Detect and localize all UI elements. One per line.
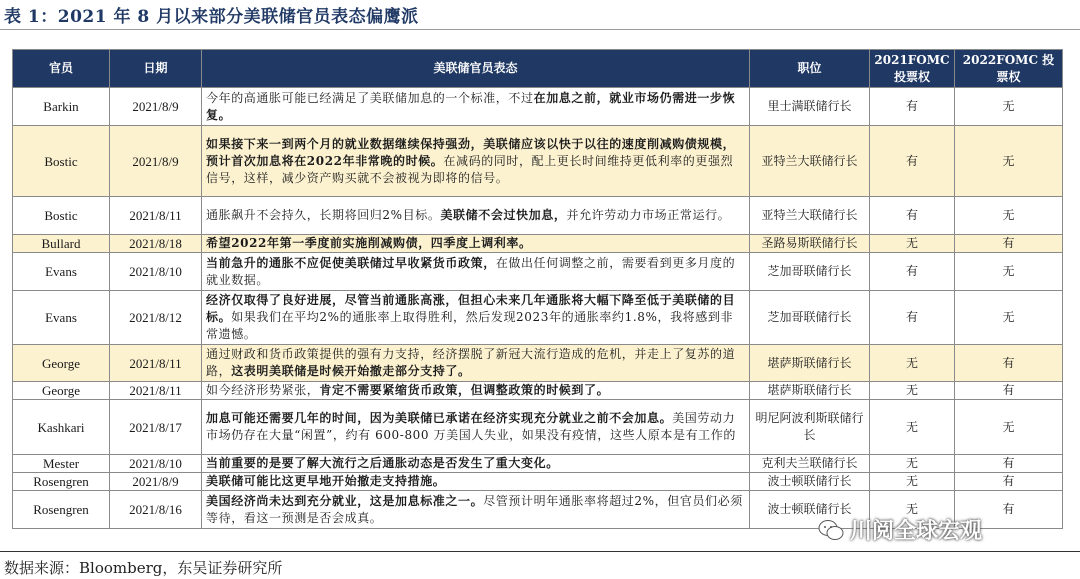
vote-2021-cell: 有	[870, 253, 955, 291]
statement-cell	[202, 88, 750, 126]
statement-cell	[202, 382, 750, 400]
statement-cell	[202, 473, 750, 491]
vote-2021-cell: 有	[870, 126, 955, 197]
statement-cell	[202, 455, 750, 473]
vote-2021-cell: 有	[870, 88, 955, 126]
vote-2022-cell: 无	[955, 400, 1063, 455]
statement-text: 美国劳动力市场仍存在大量“闲置”，约有 600-800 万美国人失业，如果没有疫情，这些人原本是有工作的	[206, 411, 736, 442]
vote-2021-cell: 有	[870, 291, 955, 345]
statement-emphasis: 希望2022年第一季度前实施削减购债，四季度上调利率。	[206, 236, 532, 250]
statement-cell	[202, 126, 750, 197]
official-cell: Bostic	[13, 197, 110, 235]
vote-2022-cell: 无	[955, 253, 1063, 291]
vote-2022-cell: 有	[955, 491, 1063, 529]
date-cell: 2021/8/9	[110, 88, 202, 126]
official-cell: Bullard	[13, 235, 110, 253]
position-cell: 克利夫兰联储行长	[750, 455, 870, 473]
watermark	[818, 514, 982, 545]
official-cell: Mester	[13, 455, 110, 473]
table-row	[13, 88, 1063, 126]
statement-emphasis: 美联储可能比这更早地开始撤走支持措施。	[206, 474, 446, 488]
official-cell: Evans	[13, 291, 110, 345]
vote-2021-cell: 无	[870, 400, 955, 455]
table-row	[13, 291, 1063, 345]
statement-text: 如果我们在平均2%的通胀率上取得胜利，然后发现2023年的通胀率约1.8%，我将感到非常遗憾。	[206, 310, 734, 341]
position-cell: 堪萨斯联储行长	[750, 382, 870, 400]
position-cell: 芝加哥联储行长	[750, 291, 870, 345]
position-cell: 亚特兰大联储行长	[750, 126, 870, 197]
statement-emphasis: 肯定不需要紧缩货币政策，但调整政策的时候到了。	[319, 383, 610, 397]
title-divider	[0, 29, 1080, 30]
vote-2022-cell: 有	[955, 382, 1063, 400]
table-row	[13, 382, 1063, 400]
table-body	[13, 88, 1063, 529]
vote-2022-cell: 无	[955, 126, 1063, 197]
table-row	[13, 235, 1063, 253]
position-cell: 里士满联储行长	[750, 88, 870, 126]
official-cell: Rosengren	[13, 473, 110, 491]
statement-emphasis: 如果接下来一到两个月的就业数据继续保持强劲，美联储应该以快于以往的速度削减购债规模，预计首次加息将在2022年非常晚的时候。	[206, 136, 736, 168]
table-title: 表 1：2021 年 8 月以来部分美联储官员表态偏鹰派	[4, 7, 419, 27]
table-row	[13, 455, 1063, 473]
statement-emphasis: 经济仅取得了良好进展，尽管当前通胀高涨，但担心未来几年通胀将大幅下降至低于美联储的目标。	[206, 293, 736, 324]
statement-text: 今年的高通胀可能已经满足了美联储加息的一个标准，不过	[206, 90, 534, 105]
vote-2022-cell: 无	[955, 197, 1063, 235]
official-cell: George	[13, 382, 110, 400]
official-cell: Evans	[13, 253, 110, 291]
statement-emphasis: 这表明美联储是时候开始撤走部分支持了。	[231, 364, 471, 378]
date-cell: 2021/8/10	[110, 253, 202, 291]
header-vote-2022: 2022FOMC 投票权	[955, 50, 1063, 88]
table-row	[13, 197, 1063, 235]
statement-text: 尽管预计明年通胀率将超过2%，但官员们必须等待，看这一预测是否会成真。	[206, 493, 743, 525]
table-row	[13, 253, 1063, 291]
header-official: 官员	[13, 50, 110, 88]
statement-text: 通胀飙升不会持久，长期将回归2%目标。	[206, 208, 441, 222]
vote-2022-cell: 有	[955, 473, 1063, 491]
wechat-icon	[818, 519, 844, 541]
statement-text: 并允许劳动力市场正常运行。	[566, 208, 731, 222]
date-cell: 2021/8/16	[110, 491, 202, 529]
statement-emphasis: 美国经济尚未达到充分就业，这是加息标准之一。	[206, 493, 484, 508]
position-cell: 亚特兰大联储行长	[750, 197, 870, 235]
statement-cell	[202, 345, 750, 382]
statement-cell	[202, 491, 750, 529]
table-row	[13, 400, 1063, 455]
statement-emphasis: 在加息之前，就业市场仍需进一步恢复。	[206, 90, 736, 122]
vote-2021-cell: 无	[870, 382, 955, 400]
vote-2021-cell: 无	[870, 491, 955, 529]
statement-emphasis: 当前重要的是要了解大流行之后通胀动态是否发生了重大变化。	[206, 456, 559, 470]
header-row	[13, 50, 1063, 88]
date-cell: 2021/8/18	[110, 235, 202, 253]
vote-2022-cell: 有	[955, 235, 1063, 253]
official-cell: Kashkari	[13, 400, 110, 455]
vote-2021-cell: 无	[870, 473, 955, 491]
watermark-text: 川阅全球宏观	[850, 519, 983, 544]
statement-cell	[202, 197, 750, 235]
statement-cell	[202, 253, 750, 291]
statement-cell	[202, 400, 750, 455]
date-cell: 2021/8/11	[110, 345, 202, 382]
header-vote-2021: 2021FOMC 投票权	[870, 50, 955, 88]
official-cell: Rosengren	[13, 491, 110, 529]
statement-text: 在减码的同时，配上更长时间维持更低利率的更强烈信号，这样，减少资产购买就不会被视为即将的信号。	[206, 153, 734, 185]
vote-2022-cell: 无	[955, 88, 1063, 126]
position-cell: 明尼阿波利斯联储行长	[750, 400, 870, 455]
vote-2021-cell: 无	[870, 455, 955, 473]
statement-cell	[202, 235, 750, 253]
date-cell: 2021/8/17	[110, 400, 202, 455]
vote-2022-cell: 有	[955, 455, 1063, 473]
vote-2022-cell: 无	[955, 291, 1063, 345]
official-cell: Bostic	[13, 126, 110, 197]
header-date: 日期	[110, 50, 202, 88]
statement-cell	[202, 291, 750, 345]
position-cell: 圣路易斯联储行长	[750, 235, 870, 253]
date-cell: 2021/8/9	[110, 126, 202, 197]
statement-text: 通过财政和货币政策提供的强有力支持，经济摆脱了新冠大流行造成的危机，并走上了复苏的道路，	[206, 347, 736, 378]
date-cell: 2021/8/10	[110, 455, 202, 473]
footer-divider	[0, 551, 1080, 552]
position-cell: 芝加哥联储行长	[750, 253, 870, 291]
date-cell: 2021/8/11	[110, 197, 202, 235]
header-statement: 美联储官员表态	[202, 50, 750, 88]
statement-emphasis: 当前急升的通胀不应促使美联储过早收紧货币政策，	[206, 255, 496, 270]
date-cell: 2021/8/9	[110, 473, 202, 491]
vote-2021-cell: 无	[870, 345, 955, 382]
position-cell: 波士顿联储行长	[750, 491, 870, 529]
data-source: 数据来源：Bloomberg，东吴证券研究所	[4, 559, 283, 577]
official-cell: Barkin	[13, 88, 110, 126]
officials-table	[12, 49, 1063, 529]
vote-2021-cell: 无	[870, 235, 955, 253]
header-position: 职位	[750, 50, 870, 88]
table-row	[13, 126, 1063, 197]
table-row	[13, 345, 1063, 382]
position-cell: 堪萨斯联储行长	[750, 345, 870, 382]
vote-2022-cell: 有	[955, 345, 1063, 382]
official-cell: George	[13, 345, 110, 382]
statement-text: 如今经济形势紧张，	[206, 383, 320, 397]
statement-emphasis: 美联储不会过快加息，	[440, 208, 567, 222]
vote-2021-cell: 有	[870, 197, 955, 235]
date-cell: 2021/8/11	[110, 382, 202, 400]
date-cell: 2021/8/12	[110, 291, 202, 345]
position-cell: 波士顿联储行长	[750, 473, 870, 491]
statement-emphasis: 加息可能还需要几年的时间，因为美联储已承诺在经济实现充分就业之前不会加息。	[206, 411, 673, 425]
statement-text: 在做出任何调整之前，需要看到更多月度的就业数据。	[206, 255, 736, 287]
table-row	[13, 473, 1063, 491]
